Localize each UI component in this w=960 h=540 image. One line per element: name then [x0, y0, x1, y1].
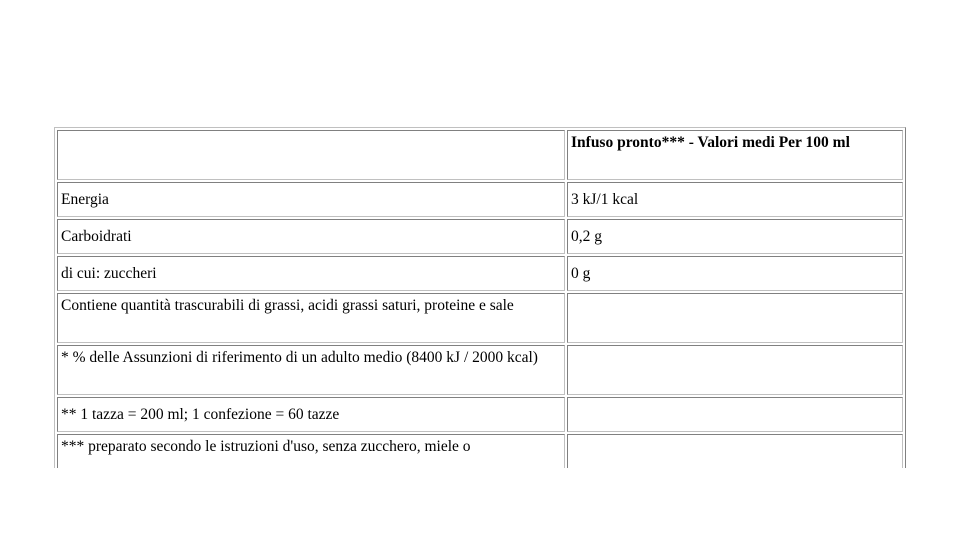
table-row — [57, 345, 903, 395]
empty-cell — [567, 434, 903, 468]
note-text: Contiene quantità trascurabili di grassi, acidi grassi saturi, proteine e sale — [57, 293, 565, 343]
empty-cell — [567, 397, 903, 432]
nutrient-value: 0,2 g — [567, 219, 903, 254]
header-cell-empty — [57, 130, 565, 180]
table-row — [57, 256, 903, 291]
table-row — [57, 397, 903, 432]
note-text: *** preparato secondo le istruzioni d'uso, senza zucchero, miele o — [57, 434, 565, 468]
table-header-row — [57, 130, 903, 180]
table-row — [57, 293, 903, 343]
nutrient-label: Carboidrati — [57, 219, 565, 254]
table-row — [57, 182, 903, 217]
nutrient-label: Energia — [57, 182, 565, 217]
note-text: ** 1 tazza = 200 ml; 1 confezione = 60 tazze — [57, 397, 565, 432]
nutrient-value: 0 g — [567, 256, 903, 291]
nutrition-table — [54, 127, 906, 468]
nutrient-value: 3 kJ/1 kcal — [567, 182, 903, 217]
note-text: * % delle Assunzioni di riferimento di un adulto medio (8400 kJ / 2000 kcal) — [57, 345, 565, 395]
table-row — [57, 219, 903, 254]
nutrition-table-container — [54, 127, 906, 468]
empty-cell — [567, 293, 903, 343]
table-row — [57, 434, 903, 468]
header-cell-per-100ml: Infuso pronto*** - Valori medi Per 100 ml — [567, 130, 903, 180]
nutrient-label: di cui: zuccheri — [57, 256, 565, 291]
empty-cell — [567, 345, 903, 395]
